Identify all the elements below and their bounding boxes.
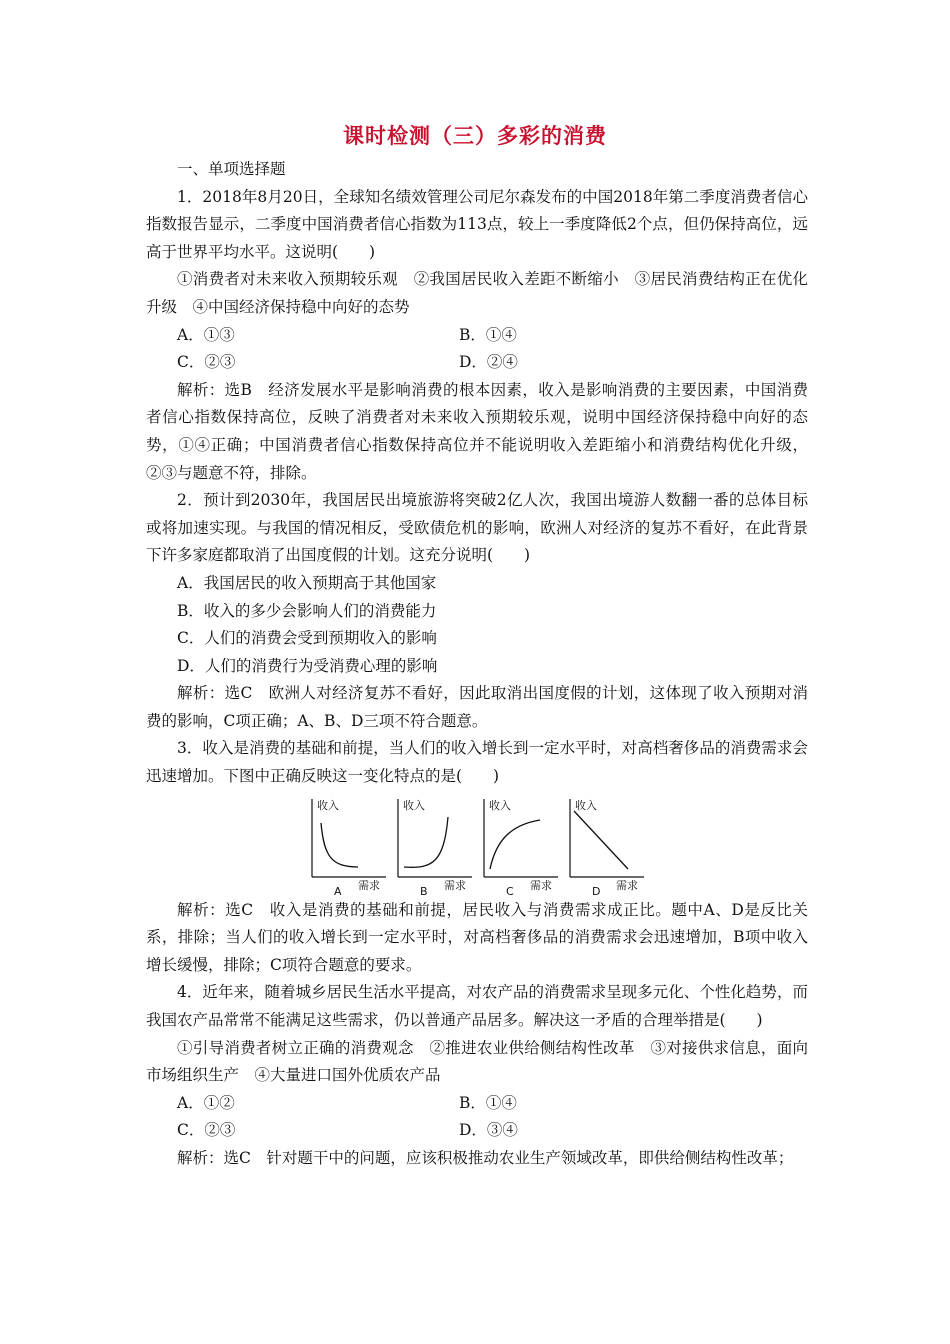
y-axis-label: 收入: [317, 798, 339, 812]
chart-svg: [392, 795, 476, 898]
chart-curve: [404, 817, 448, 867]
chart-b: [392, 795, 476, 898]
section-heading: 一、单项选择题: [177, 160, 286, 178]
q2-option-b: B．收入的多少会影响人们的消费能力: [177, 601, 437, 620]
q4-items: ①引导消费者树立正确的消费观念 ②推进农业供给侧结构性改革 ③对接供求信息，面向市场组织生产 ④大量进口国外优质农产品: [146, 1038, 808, 1085]
page-title: 课时检测（三）多彩的消费: [343, 124, 607, 148]
chart-d: [564, 795, 648, 898]
q4-option-b: B．①④: [459, 1093, 517, 1112]
q3-stem: 3．收入是消费的基础和前提，当人们的收入增长到一定水平时，对高档奢侈品的消费需求会迅速增加。下图中正确反映这一变化特点的是( ): [146, 739, 808, 786]
document-body: [146, 156, 808, 1173]
q2-analysis: 解析：选C 欧洲人对经济复苏不看好，因此取消出国度假的计划，这体现了收入预期对消费的影响，C项正确；A、B、D三项不符合题意。: [146, 684, 808, 730]
chart-curve: [321, 823, 358, 867]
chart-letter: D: [592, 884, 601, 898]
chart-letter: A: [334, 884, 342, 898]
q1-items: ①消费者对未来收入预期较乐观 ②我国居民收入差距不断缩小 ③居民消费结构正在优化升级 ④中国经济保持稳中向好的态势: [146, 270, 808, 316]
chart-c: [478, 795, 562, 898]
q2-option-c: C．人们的消费会受到预期收入的影响: [177, 629, 437, 648]
q1-option-a: A．①③: [177, 325, 235, 344]
x-axis-label: 需求: [444, 878, 466, 892]
q1-option-c: C．②③: [177, 353, 236, 372]
q4-option-c: C．②③: [177, 1121, 236, 1140]
x-axis-label: 需求: [358, 878, 380, 892]
chart-svg: [564, 795, 648, 898]
chart-curve: [574, 811, 628, 869]
x-axis-label: 需求: [616, 878, 638, 892]
q4-analysis: 解析：选C 针对题干中的问题，应该积极推动农业生产领域改革，即供给侧结构性改革；: [177, 1149, 794, 1167]
q3-analysis: 解析：选C 收入是消费的基础和前提，居民收入与消费需求成正比。题中A、D是反比关系，排除；当人们的收入增长到一定水平时，对高档奢侈品的消费需求会迅速增加，B项中收入增长缓慢，排除；C项符合题意的要求。: [146, 900, 808, 974]
chart-letter: B: [420, 884, 428, 898]
q2-option-a: A．我国居民的收入预期高于其他国家: [177, 573, 437, 592]
q1-option-b: B．①④: [459, 325, 517, 344]
chart-svg: [478, 795, 562, 898]
q2-stem: 2．预计到2030年，我国居民出境旅游将突破2亿人次，我国出境游人数翻一番的总体目标或将加速实现。与我国的情况相反，受欧债危机的影响，欧洲人对经济的复苏不看好，在此背景下许多家庭都取消了出国度假的计划。这充分说明( ): [146, 491, 808, 565]
q1-analysis: 解析：选B 经济发展水平是影响消费的根本因素，收入是影响消费的主要因素，中国消费者信心指数保持高位，反映了消费者对未来收入预期较乐观，说明中国经济保持稳中向好的态势，①④正确；中国消费者信心指数保持高位并不能说明收入差距缩小和消费结构优化升级，②③与题意不符，排除。: [146, 380, 808, 482]
q1-stem: 1．2018年8月20日，全球知名绩效管理公司尼尔森发布的中国2018年第二季度消费者信心指数报告显示，二季度中国消费者信心指数为113点，较上一季度降低2个点，但仍保持高位，远高于世界平均水平。这说明( ): [146, 187, 808, 261]
q4-option-d: D．③④: [459, 1121, 518, 1140]
y-axis-label: 收入: [489, 798, 511, 812]
q4-stem: 4．近年来，随着城乡居民生活水平提高，对农产品的消费需求呈现多元化、个性化趋势，而我国农产品常常不能满足这些需求，仍以普通产品居多。解决这一矛盾的合理举措是( ): [146, 983, 808, 1030]
x-axis-label: 需求: [530, 878, 552, 892]
q4-options-row1: [146, 1090, 808, 1118]
q2-option-d: D．人们的消费行为受消费心理的影响: [177, 656, 438, 675]
y-axis-label: 收入: [575, 798, 597, 812]
q1-option-d: D．②④: [459, 353, 518, 372]
q1-options-row1: [146, 322, 808, 350]
q4-options-row2: [146, 1117, 808, 1145]
y-axis-label: 收入: [403, 798, 425, 812]
q1-options-row2: [146, 349, 808, 377]
chart-curve: [490, 820, 540, 869]
q4-option-a: A．①②: [177, 1093, 235, 1112]
q3-charts: [146, 795, 808, 898]
chart-svg: [306, 795, 390, 898]
chart-letter: C: [506, 884, 514, 898]
chart-a: [306, 795, 390, 898]
